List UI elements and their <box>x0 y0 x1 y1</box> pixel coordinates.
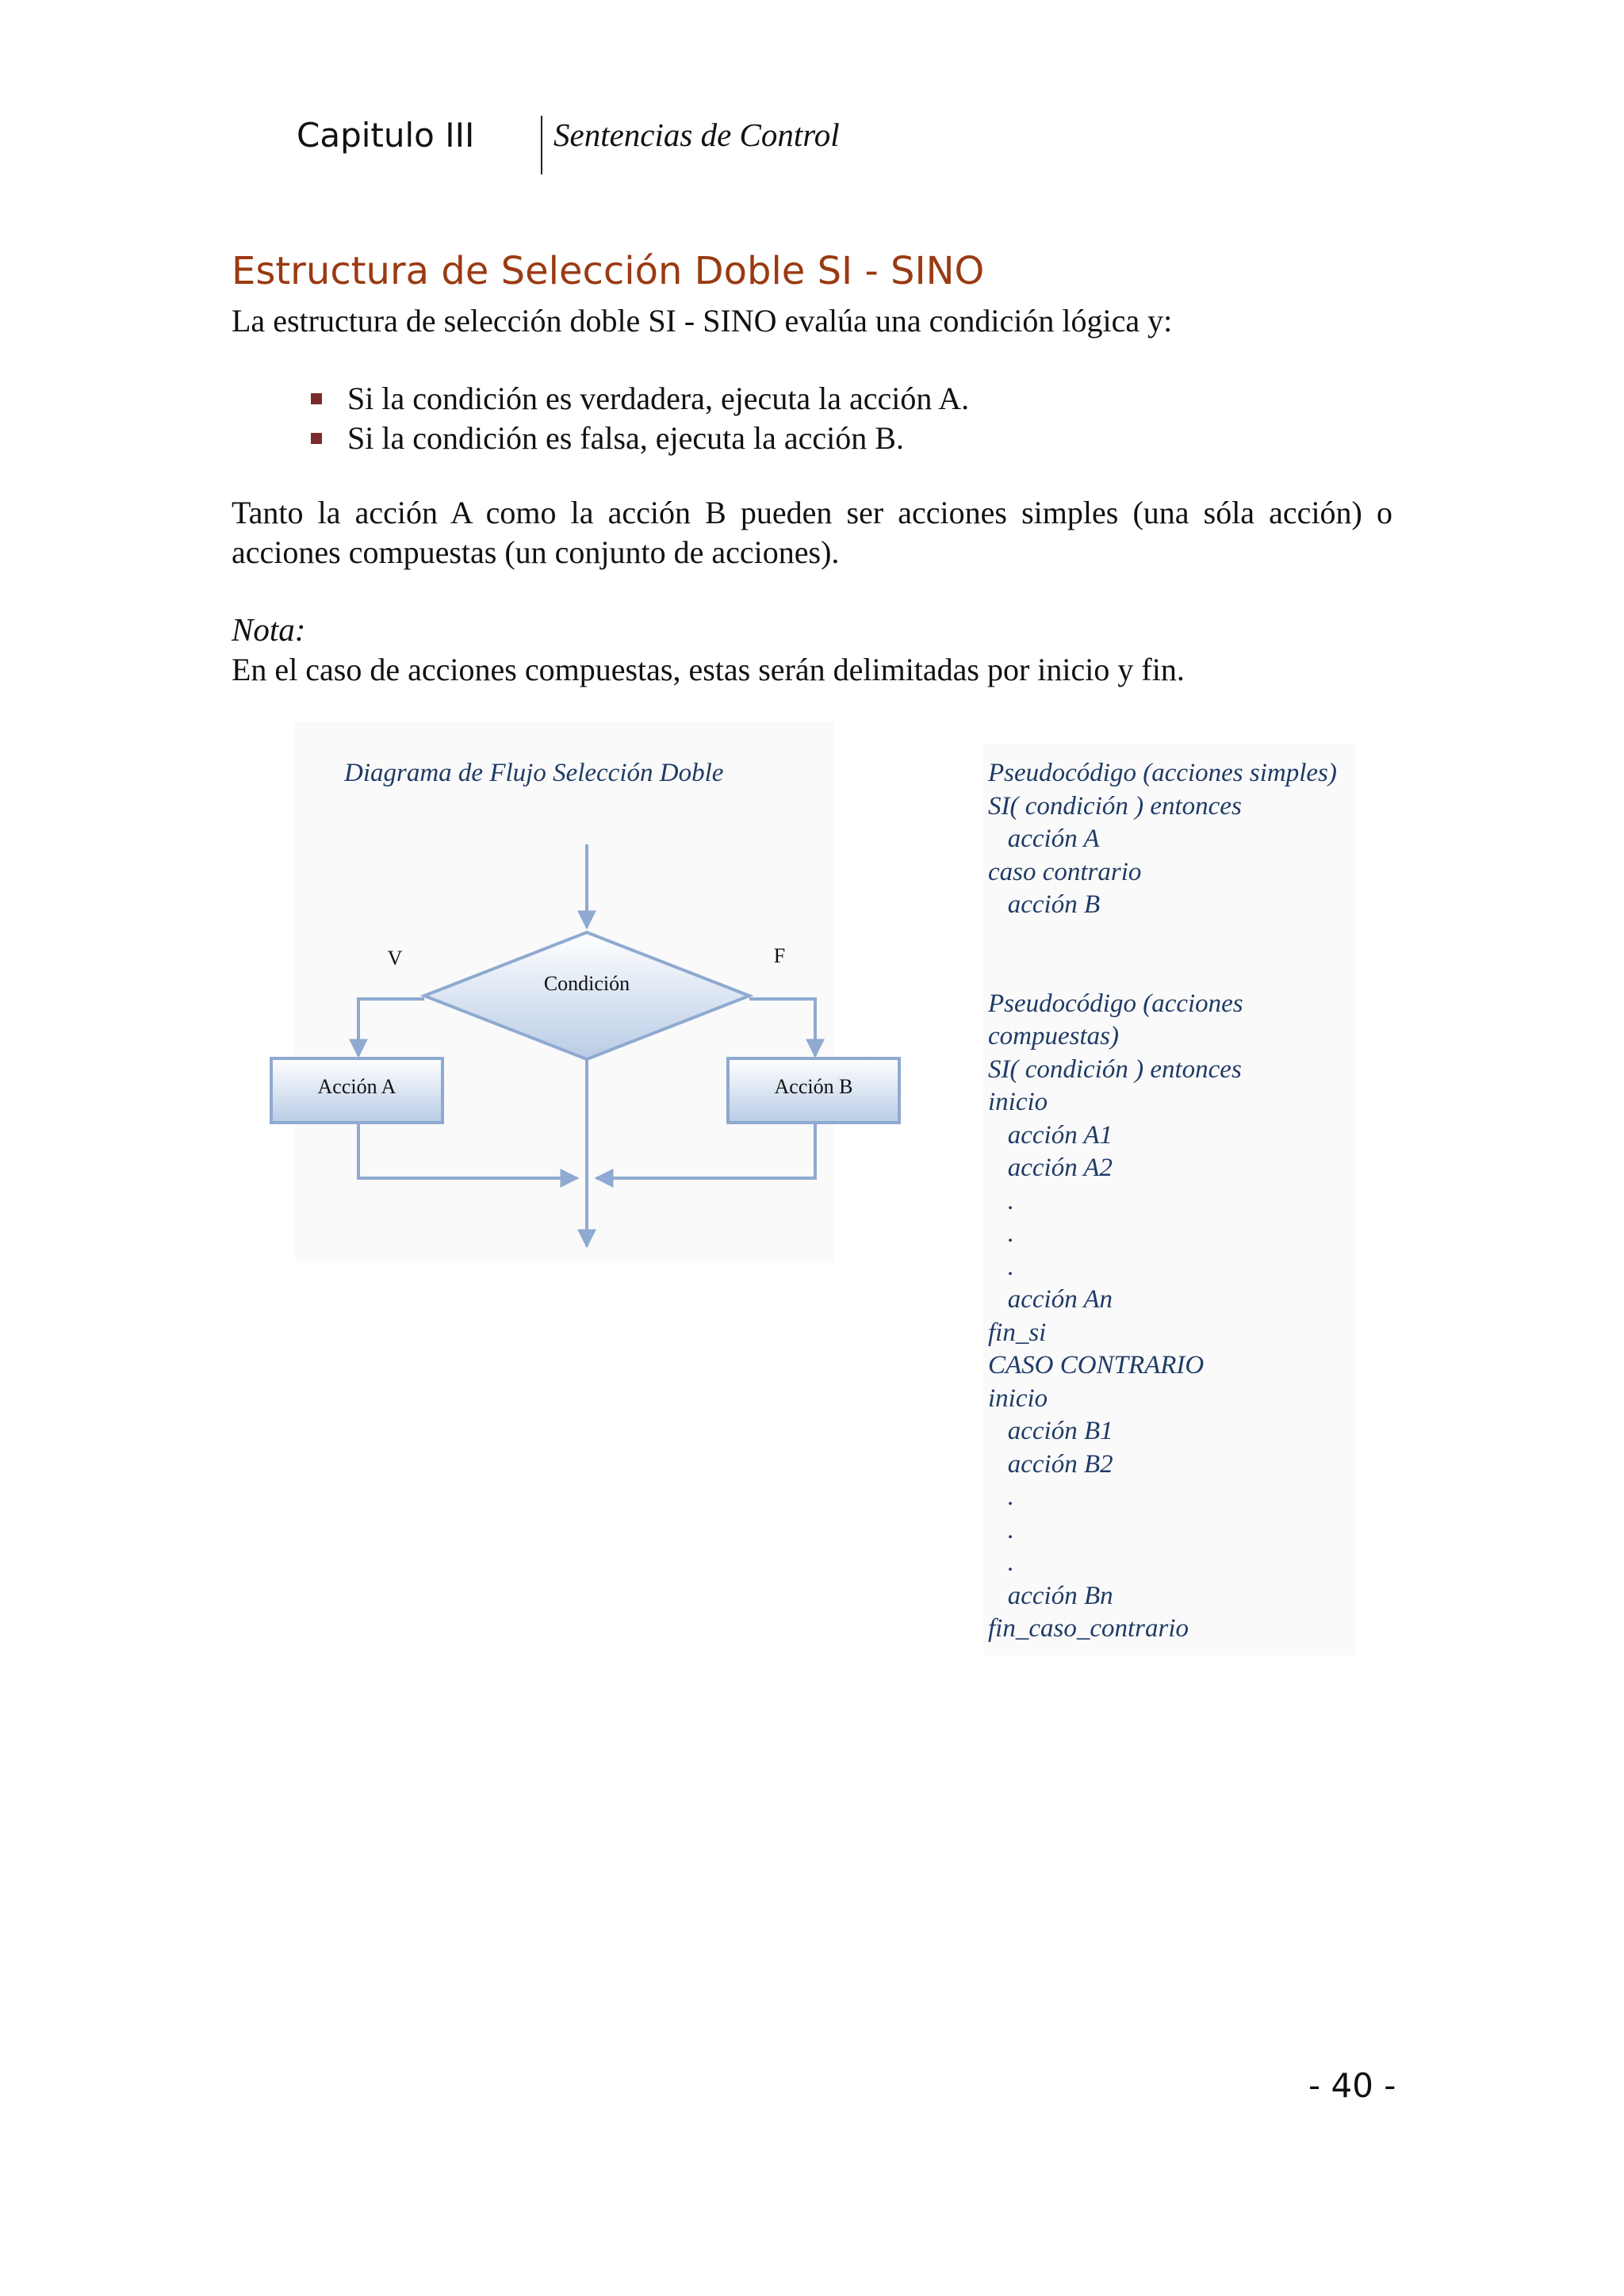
pseudocode-line: . <box>988 1483 1014 1511</box>
pseudocode-line: inicio <box>988 1088 1048 1116</box>
pseudocode-line: acción A2 <box>988 1154 1113 1182</box>
pseudocode-line: SI( condición ) entonces <box>988 1054 1242 1084</box>
true-branch-arrow <box>358 999 424 1056</box>
pseudocode-line: compuestas) <box>988 1022 1119 1050</box>
pseudocode-line: Pseudocódigo (acciones <box>988 989 1243 1018</box>
square-bullet-icon <box>311 393 322 404</box>
false-label: F <box>773 944 786 967</box>
true-label: V <box>387 947 403 970</box>
pseudocode-line: acción B1 <box>988 1417 1113 1445</box>
pseudocode-line: fin_caso_contrario <box>988 1614 1189 1643</box>
pseudocode-line: acción A <box>988 825 1100 853</box>
diagram-title: Diagrama de Flujo Selección Doble <box>344 759 724 787</box>
square-bullet-icon <box>311 433 322 444</box>
paragraph <box>232 493 1392 572</box>
pseudocode-line: . <box>988 1548 1014 1577</box>
pseudocode-line: Pseudocódigo (acciones simples) <box>988 759 1337 787</box>
pseudocode-line: inicio <box>988 1383 1048 1413</box>
bullet-text: Si la condición es verdadera, ejecuta la acción A. <box>347 381 970 416</box>
pseudocode-line: acción B <box>988 890 1101 919</box>
header-divider <box>541 116 542 174</box>
pseudocode-line: fin_si <box>988 1318 1047 1347</box>
merge-left-arrow <box>358 1123 577 1178</box>
flowchart <box>262 832 920 1269</box>
pseudocode-line <box>988 922 1337 955</box>
condition-label: Condición <box>543 972 630 995</box>
pseudocode-line: . <box>988 1252 1014 1281</box>
intro-text: La estructura de selección doble SI - SINO evalúa una condición lógica y: <box>232 303 1173 339</box>
action-a-label: Acción A <box>317 1075 396 1098</box>
pseudocode-line <box>988 955 1337 988</box>
pseudocode-line: acción Bn <box>988 1581 1113 1610</box>
false-branch-arrow <box>749 999 815 1056</box>
list-item <box>304 379 969 419</box>
merge-right-arrow <box>596 1123 815 1178</box>
condition-diamond <box>424 932 749 1059</box>
pseudocode-line: caso contrario <box>988 857 1142 886</box>
pseudocode-line: acción An <box>988 1285 1113 1314</box>
page-number: - 40 - <box>1308 2066 1396 2105</box>
note-text: En el caso de acciones compuestas, estas serán delimitadas por inicio y fin. <box>232 652 1185 687</box>
bullet-text: Si la condición es falsa, ejecuta la acción B. <box>347 420 904 456</box>
list-item <box>304 419 969 458</box>
paragraph-line: Tanto la acción A como la acción B pueden ser acciones simples (una sóla acción) o <box>232 495 1392 530</box>
paragraph-line: acciones compuestas (un conjunto de acciones). <box>232 534 840 570</box>
pseudocode-line: . <box>988 1186 1014 1215</box>
pseudocode-line: SI( condición ) entonces <box>988 791 1242 821</box>
pseudocode-line: acción A1 <box>988 1120 1113 1150</box>
section-title: Estructura de Selección Doble SI - SINO <box>232 249 985 293</box>
chapter-label: Capitulo III <box>297 116 475 155</box>
header-title: Sentencias de Control <box>553 117 840 153</box>
pseudocode-line: . <box>988 1515 1014 1544</box>
bullet-list <box>304 379 969 458</box>
pseudocode-line: . <box>988 1219 1014 1248</box>
note-label: Nota: <box>232 611 306 648</box>
action-b-label: Acción B <box>774 1075 853 1098</box>
pseudocode-block <box>988 757 1337 1646</box>
pseudocode-line: CASO CONTRARIO <box>988 1351 1205 1380</box>
pseudocode-line: acción B2 <box>988 1449 1113 1479</box>
